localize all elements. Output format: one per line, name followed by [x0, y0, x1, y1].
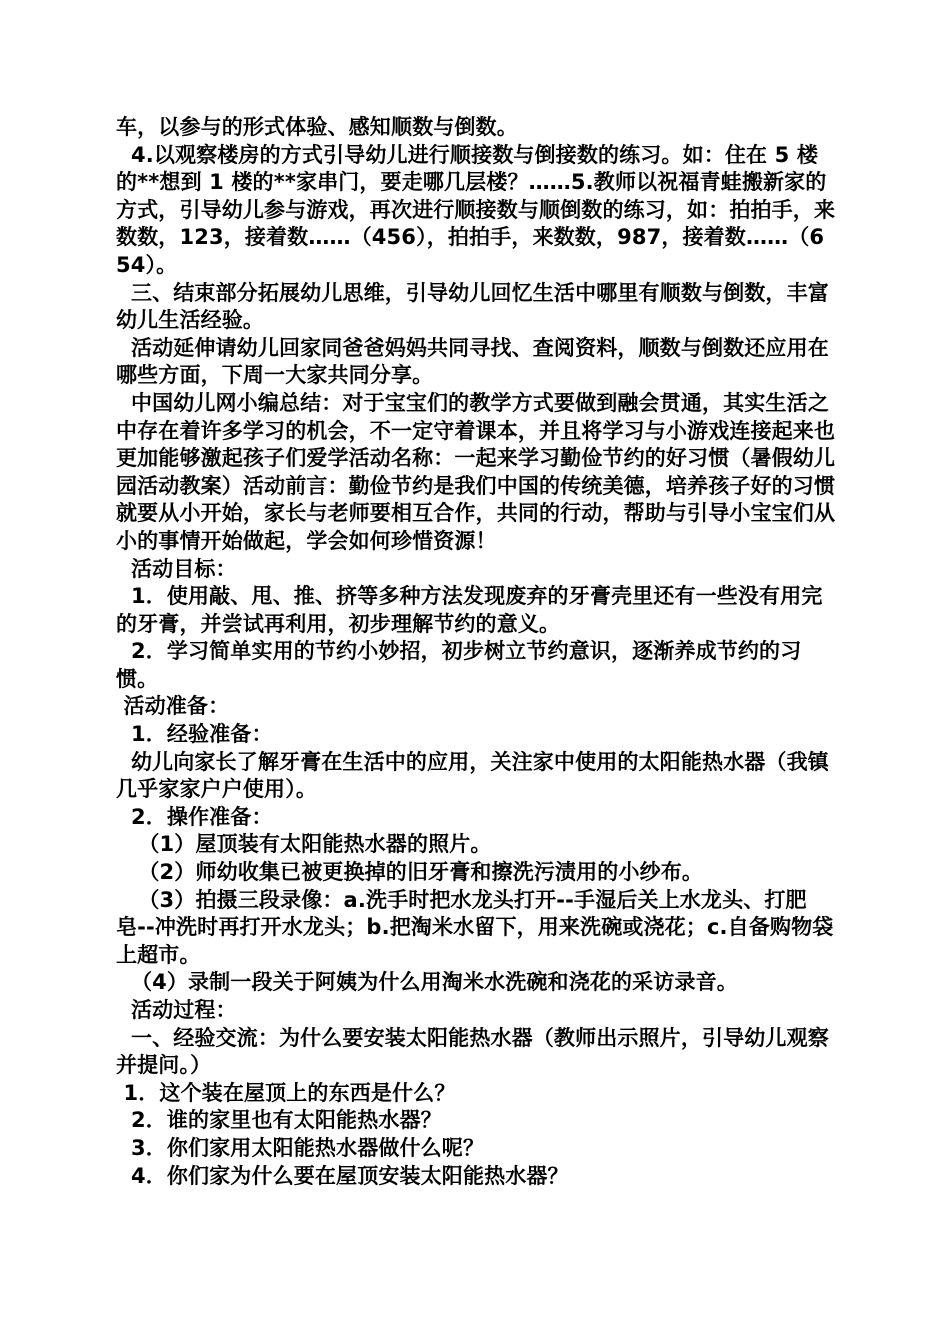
section-heading: 活动过程： — [116, 998, 237, 1022]
document-body — [116, 114, 836, 1190]
list-item: 4．你们家为什么要在屋顶安装太阳能热水器？ — [116, 1163, 569, 1188]
list-item: （2）师幼收集已被更换掉的旧牙膏和擦洗污渍用的小纱布。 — [116, 860, 704, 885]
paragraph: 三、结束部分拓展幼儿思维，引导幼儿回忆生活中哪里有顺数与倒数，丰富幼儿生活经验。 — [116, 280, 829, 333]
paragraph: 车，以参与的形式体验、感知顺数与倒数。 — [116, 115, 518, 139]
paragraph: 活动延伸请幼儿回家同爸爸妈妈共同寻找、查阅资料，顺数与倒数还应用在哪些方面，下周一大家共同分享。 — [116, 335, 829, 388]
list-item: （1）屋顶装有太阳能热水器的照片。 — [116, 832, 492, 857]
section-heading: 活动目标： — [116, 556, 237, 581]
list-item: 1．使用敲、甩、推、挤等多种方法发现废弃的牙膏壳里还有一些没有用完的牙膏，并尝试再利用，初步理解节约的意义。 — [116, 584, 823, 636]
list-item: 1．经验准备： — [116, 722, 273, 747]
list-item: 2．谁的家里也有太阳能热水器？ — [116, 1108, 442, 1133]
paragraph: 中国幼儿网小编总结：对于宝宝们的教学方式要做到融会贯通，其实生活之中存在着许多学习的机会，不一定守着课本，并且将学习与小游戏连接起来也更加能够激起孩子们爱学活动名称：一起来学习勤俭节约的好习惯（暑假幼儿园活动教案）活动前言：勤俭节约是我们中国的传统美德，培养孩子好的习惯就要从小开始，家长与老师要相互合作，共同的行动，帮助与引导小宝宝们从小的事情开始做起，学会如何珍惜资源！ — [116, 390, 836, 553]
list-item: （3）拍摄三段录像：a.洗手时把水龙头打开--手湿后关上水龙头、打肥皂--冲洗时再打开水龙头；b.把淘米水留下，用来洗碗或浇花；c.自备购物袋上超市。 — [116, 887, 834, 967]
section-heading: 活动准备： — [116, 694, 230, 719]
list-item: 3．你们家用太阳能热水器做什么呢？ — [116, 1135, 485, 1160]
paragraph: 幼儿向家长了解牙膏在生活中的应用，关注家中使用的太阳能热水器（我镇几乎家家户户使用）。 — [116, 749, 829, 802]
list-item: 2．学习简单实用的节约小妙招，初步树立节约意识，逐渐养成节约的习惯。 — [116, 639, 802, 691]
list-item: 1．这个装在屋顶上的东西是什么？ — [116, 1080, 456, 1105]
list-item: （4）录制一段关于阿姨为什么用淘米水洗碗和浇花的采访录音。 — [116, 970, 738, 995]
list-item: 2．操作准备： — [116, 804, 273, 829]
paragraph: 一、经验交流：为什么要安装太阳能热水器（教师出示照片，引导幼儿观察并提问。） — [116, 1025, 829, 1078]
paragraph: 4.以观察楼房的方式引导幼儿进行顺接数与倒接数的练习。如：住在 5 楼的**想到 1 楼的**家串门，要走哪几层楼？……5.教师以祝福青蛙搬新家的方式，引导幼儿参与游戏，再次进行顺接数与顺倒数的练习，如：拍拍手，来数数，123，接着数……（456），拍拍手，来数数，987，接着数……（654）。 — [116, 142, 836, 277]
